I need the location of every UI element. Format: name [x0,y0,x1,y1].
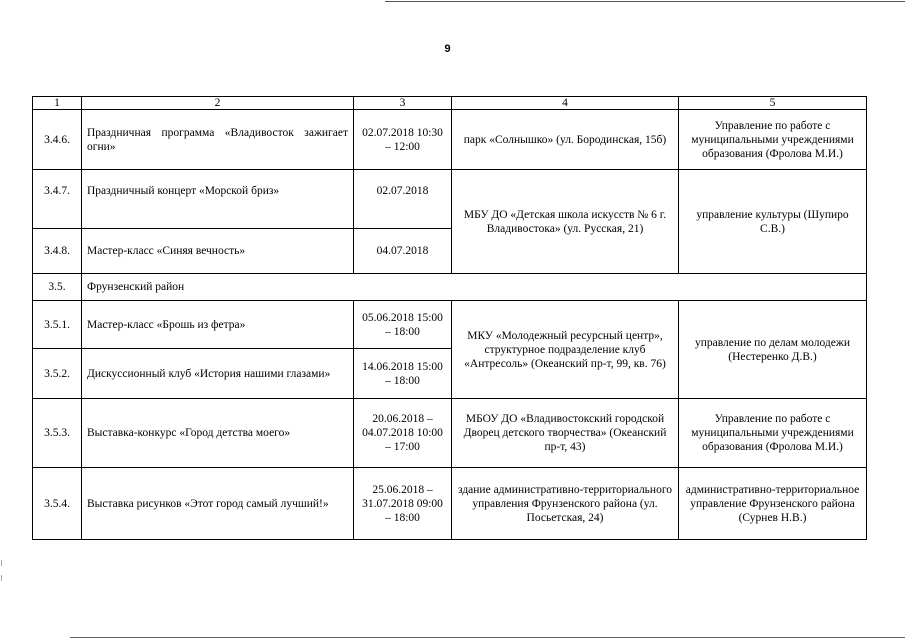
event-responsible: управление по делам молодежи (Нестеренко Д.В.) [679,301,867,399]
event-date: 14.06.2018 15:00 – 18:00 [354,349,452,399]
table-header-row [33,97,867,110]
event-responsible: Управление по работе с муниципальными учреждениями образования (Фролова М.И.) [679,399,867,468]
event-name: Дискуссионный клуб «История нашими глазами» [82,349,354,399]
page-number: 9 [444,43,451,55]
table-row [33,399,867,468]
event-date: 02.07.2018 [354,170,452,229]
event-date: 04.07.2018 [354,229,452,274]
edge-mark [1,560,2,566]
event-date: 05.06.2018 15:00 – 18:00 [354,301,452,349]
events-table [32,96,867,540]
row-number: 3.4.6. [33,110,82,170]
column-header: 3 [354,97,452,110]
table-row [33,468,867,540]
column-header: 1 [33,97,82,110]
event-name: Выставка рисунков «Этот город самый лучший!» [82,468,354,540]
event-name: Мастер-класс «Брошь из фетра» [82,301,354,349]
row-number: 3.4.8. [33,229,82,274]
row-number: 3.5.4. [33,468,82,540]
event-place: здание административно-территориального управления Фрунзенского района (ул. Посьетская, 24) [452,468,679,540]
column-header: 4 [452,97,679,110]
event-name: Праздничный концерт «Морской бриз» [82,170,354,229]
column-header: 5 [679,97,867,110]
event-date: 20.06.2018 – 04.07.2018 10:00 – 17:00 [354,399,452,468]
event-name: Мастер-класс «Синяя вечность» [82,229,354,274]
row-number: 3.5.3. [33,399,82,468]
event-responsible: управление культуры (Шупиро С.В.) [679,170,867,274]
section-row [33,274,867,301]
event-place: МБУ ДО «Детская школа искусств № 6 г. Владивостока» (ул. Русская, 21) [452,170,679,274]
event-name: Выставка-конкурс «Город детства моего» [82,399,354,468]
event-responsible: административно-территориальное управление Фрунзенского района (Сурнев Н.В.) [679,468,867,540]
column-header: 2 [82,97,354,110]
event-name: Праздничная программа «Владивосток зажигает огни» [82,110,354,170]
event-responsible: Управление по работе с муниципальными учреждениями образования (Фролова М.И.) [679,110,867,170]
table-row [33,170,867,229]
table-row [33,110,867,170]
row-number: 3.5.2. [33,349,82,399]
row-number: 3.5.1. [33,301,82,349]
event-place: МБОУ ДО «Владивостокский городской Дворец детского творчества» (Океанский пр-т, 43) [452,399,679,468]
row-number: 3.4.7. [33,170,82,229]
event-date: 25.06.2018 – 31.07.2018 09:00 – 18:00 [354,468,452,540]
top-rule [385,1,905,2]
section-title: Фрунзенский район [82,274,867,301]
table-row [33,301,867,349]
event-place: МКУ «Молодежный ресурсный центр», структурное подразделение клуб «Антресоль» (Океанский пр-т, 99, кв. 76) [452,301,679,399]
section-number: 3.5. [33,274,82,301]
event-place: парк «Солнышко» (ул. Бородинская, 15б) [452,110,679,170]
event-date: 02.07.2018 10:30 – 12:00 [354,110,452,170]
bottom-rule [70,637,905,638]
edge-mark [1,575,2,581]
